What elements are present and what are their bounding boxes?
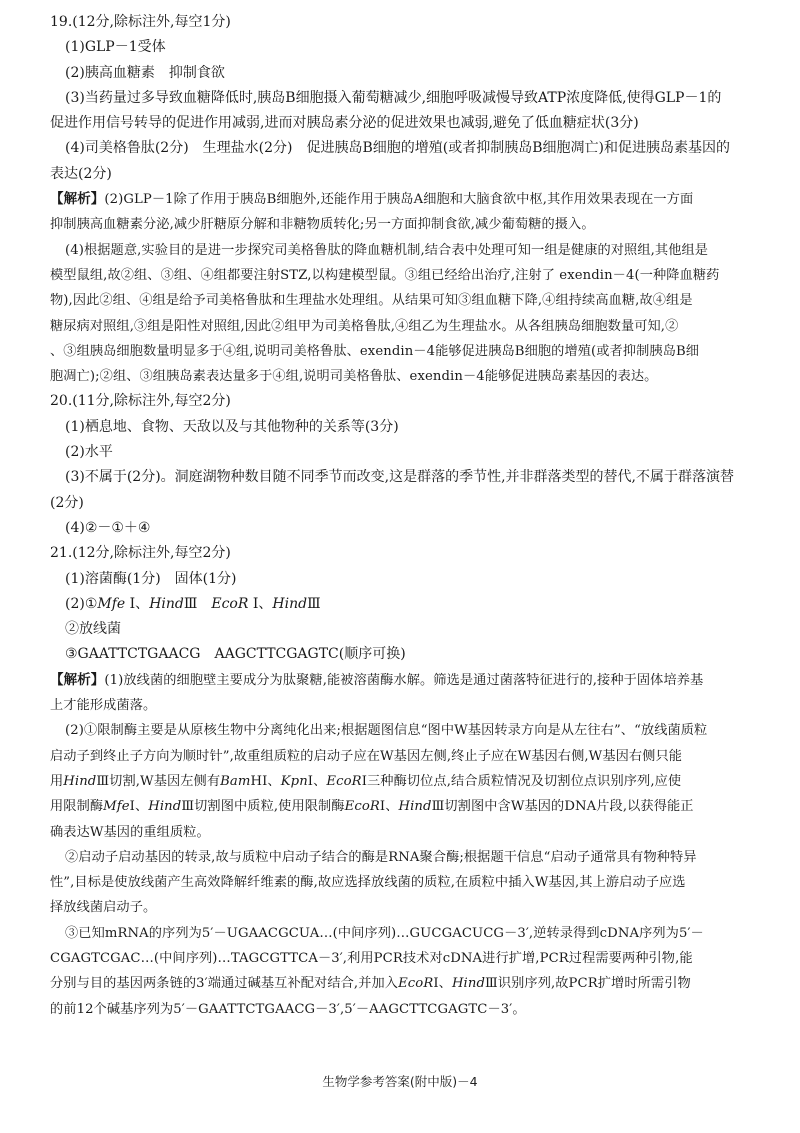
q21-explanation-4-l2: CGAGTCGAC…(中间序列)…TAGCGTTCA－3′,利用PCR技术对cDNA进行扩增,PCR过程需要两种引物,能: [50, 950, 693, 966]
q19-explanation-2-l3: 物),因此②组、④组是给予司美格鲁肽和生理盐水处理组。从结果可知③组血糖下降,④组持续高血糖,故④组是: [50, 293, 693, 309]
q19-explanation-1-cont: 抑制胰高血糖素分泌,减少肝糖原分解和非糖物质转化;另一方面抑制食欲,减少葡萄糖的摄入。: [50, 217, 595, 233]
question-19: [50, 10, 754, 389]
q21-explanation-2-l4: 用限制酶MfeⅠ、HindⅢ切割图中质粒,使用限制酶EcoRⅠ、HindⅢ切割图中含W基因的DNA片段,以获得能正: [50, 799, 694, 815]
q21-explanation-1: 【解析】(1)放线菌的细胞壁主要成分为肽聚糖,能被溶菌酶水解。筛选是通过菌落特征进行的,接种于固体培养基: [50, 671, 704, 688]
q21-explanation-2-l5: 确表达W基因的重组质粒。: [50, 824, 210, 840]
q20-answer-3-cont: (2分): [50, 494, 84, 511]
q19-explanation-2-l2: 模型鼠组,故②组、③组、④组都要注射STZ,以构建模型鼠。③组已经给出治疗,注射了 exendin－4(一种降血糖药: [50, 267, 720, 283]
q21-explanation-2-l2: 启动子到终止子方向为顺时针”,故重组质粒的启动子应在W基因左侧,终止子应在W基因右侧,W基因右侧只能: [50, 748, 683, 764]
q19-answer-3-cont: 促进作用信号转导的促进作用减弱,进而对胰岛素分泌的促进效果也减弱,避免了低血糖症状(3分): [50, 115, 639, 132]
q21-explanation-4: ③已知mRNA的序列为5′－UGAACGCUA…(中间序列)…GUCGACUCG－3′,逆转录得到cDNA序列为5′－: [65, 925, 704, 941]
page-footer: 生物学参考答案(附中版)－4: [322, 1074, 478, 1089]
q20-answer-3: (3)不属于(2分)。洞庭湖物种数目随不同季节而改变,这是群落的季节性,并非群落类型的替代,不属于群落演替: [65, 469, 735, 486]
q21-answer-2b: ②放线菌: [65, 621, 121, 638]
q19-answer-3: (3)当药量过多导致血糖降低时,胰岛B细胞摄入葡萄糖减少,细胞呼吸减慢导致ATP浓度降低,使得GLP－1的: [65, 89, 722, 106]
q21-explanation-2: (2)①限制酶主要是从原核生物中分离纯化出来;根据题图信息“图中W基因转录方向是从左往右”、“放线菌质粒: [65, 723, 708, 739]
q21-explanation-3: ②启动子启动基因的转录,故与质粒中启动子结合的酶是RNA聚合酶;根据题干信息“启动子通常具有物种特异: [65, 849, 697, 865]
q19-answer-2: (2)胰高血糖素 抑制食欲: [65, 64, 225, 81]
q19-answer-4-cont: 表达(2分): [50, 165, 112, 182]
q19-answer-1: (1)GLP－1受体: [65, 39, 166, 56]
q19-explanation-2-l4: 糖尿病对照组,③组是阳性对照组,因此②组甲为司美格鲁肽,④组乙为生理盐水。从各组胰岛细胞数量可知,②: [50, 318, 679, 334]
q19-explanation-2-l5: 、③组胰岛细胞数量明显多于④组,说明司美格鲁肽、exendin－4能够促进胰岛B细胞的增殖(或者抑制胰岛B细: [50, 343, 700, 359]
q20-header: 20.(11分,除标注外,每空2分): [50, 393, 231, 410]
question-20: [50, 389, 754, 541]
explanation-label: 【解析】: [50, 671, 105, 688]
q19-explanation-2: (4)根据题意,实验目的是进一步探究司美格鲁肽的降血糖机制,结合表中处理可知一组是健康的对照组,其他组是: [65, 242, 709, 258]
q19-explanation-2-l6: 胞凋亡);②组、③组胰岛素表达量多于④组,说明司美格鲁肽、exendin－4能够促进胰岛素基因的表达。: [50, 369, 658, 385]
q21-header: 21.(12分,除标注外,每空2分): [50, 545, 231, 562]
q21-answer-2: (2)①Mfe Ⅰ、HindⅢ EcoR Ⅰ、HindⅢ: [65, 595, 321, 612]
q20-answer-1: (1)栖息地、食物、天敌以及与其他物种的关系等(3分): [65, 418, 399, 435]
q21-explanation-3-l3: 择放线菌启动子。: [50, 900, 157, 916]
q20-answer-4: (4)②－①＋④: [65, 519, 151, 536]
q20-answer-2: (2)水平: [65, 444, 113, 461]
q21-explanation-2-l3: 用HindⅢ切割,W基因左侧有BamHⅠ、KpnⅠ、EcoRⅠ三种酶切位点,结合质粒情况及切割位点识别序列,应使: [50, 773, 682, 789]
question-21: [50, 541, 754, 1022]
q21-explanation-1-cont: 上才能形成菌落。: [50, 698, 157, 714]
q21-explanation-3-l2: 性”,目标是使放线菌产生高效降解纤维素的酶,故应选择放线菌的质粒,在质粒中插入W基因,其上游启动子应选: [50, 875, 686, 891]
q19-explanation-1: 【解析】(2)GLP－1除了作用于胰岛B细胞外,还能作用于胰岛A细胞和大脑食欲中枢,其作用效果表现在一方面: [50, 191, 694, 208]
q19-answer-4: (4)司美格鲁肽(2分) 生理盐水(2分) 促进胰岛B细胞的增殖(或者抑制胰岛B细胞凋亡)和促进胰岛素基因的: [65, 140, 730, 157]
q21-explanation-4-l4: 的前12个碱基序列为5′－GAATTCTGAACG－3′,5′－AAGCTTCGAGTC－3′。: [50, 1001, 526, 1017]
q19-header: 19.(12分,除标注外,每空1分): [50, 14, 231, 30]
explanation-label: 【解析】: [50, 191, 105, 208]
q21-explanation-4-l3: 分别与目的基因两条链的3′端通过碱基互补配对结合,并加入EcoRⅠ、HindⅢ识别序列,故PCR扩增时所需引物: [50, 976, 691, 992]
q21-answer-2c: ③GAATTCTGAACG AAGCTTCGAGTC(顺序可换): [65, 646, 406, 663]
q21-answer-1: (1)溶菌酶(1分) 固体(1分): [65, 570, 237, 587]
